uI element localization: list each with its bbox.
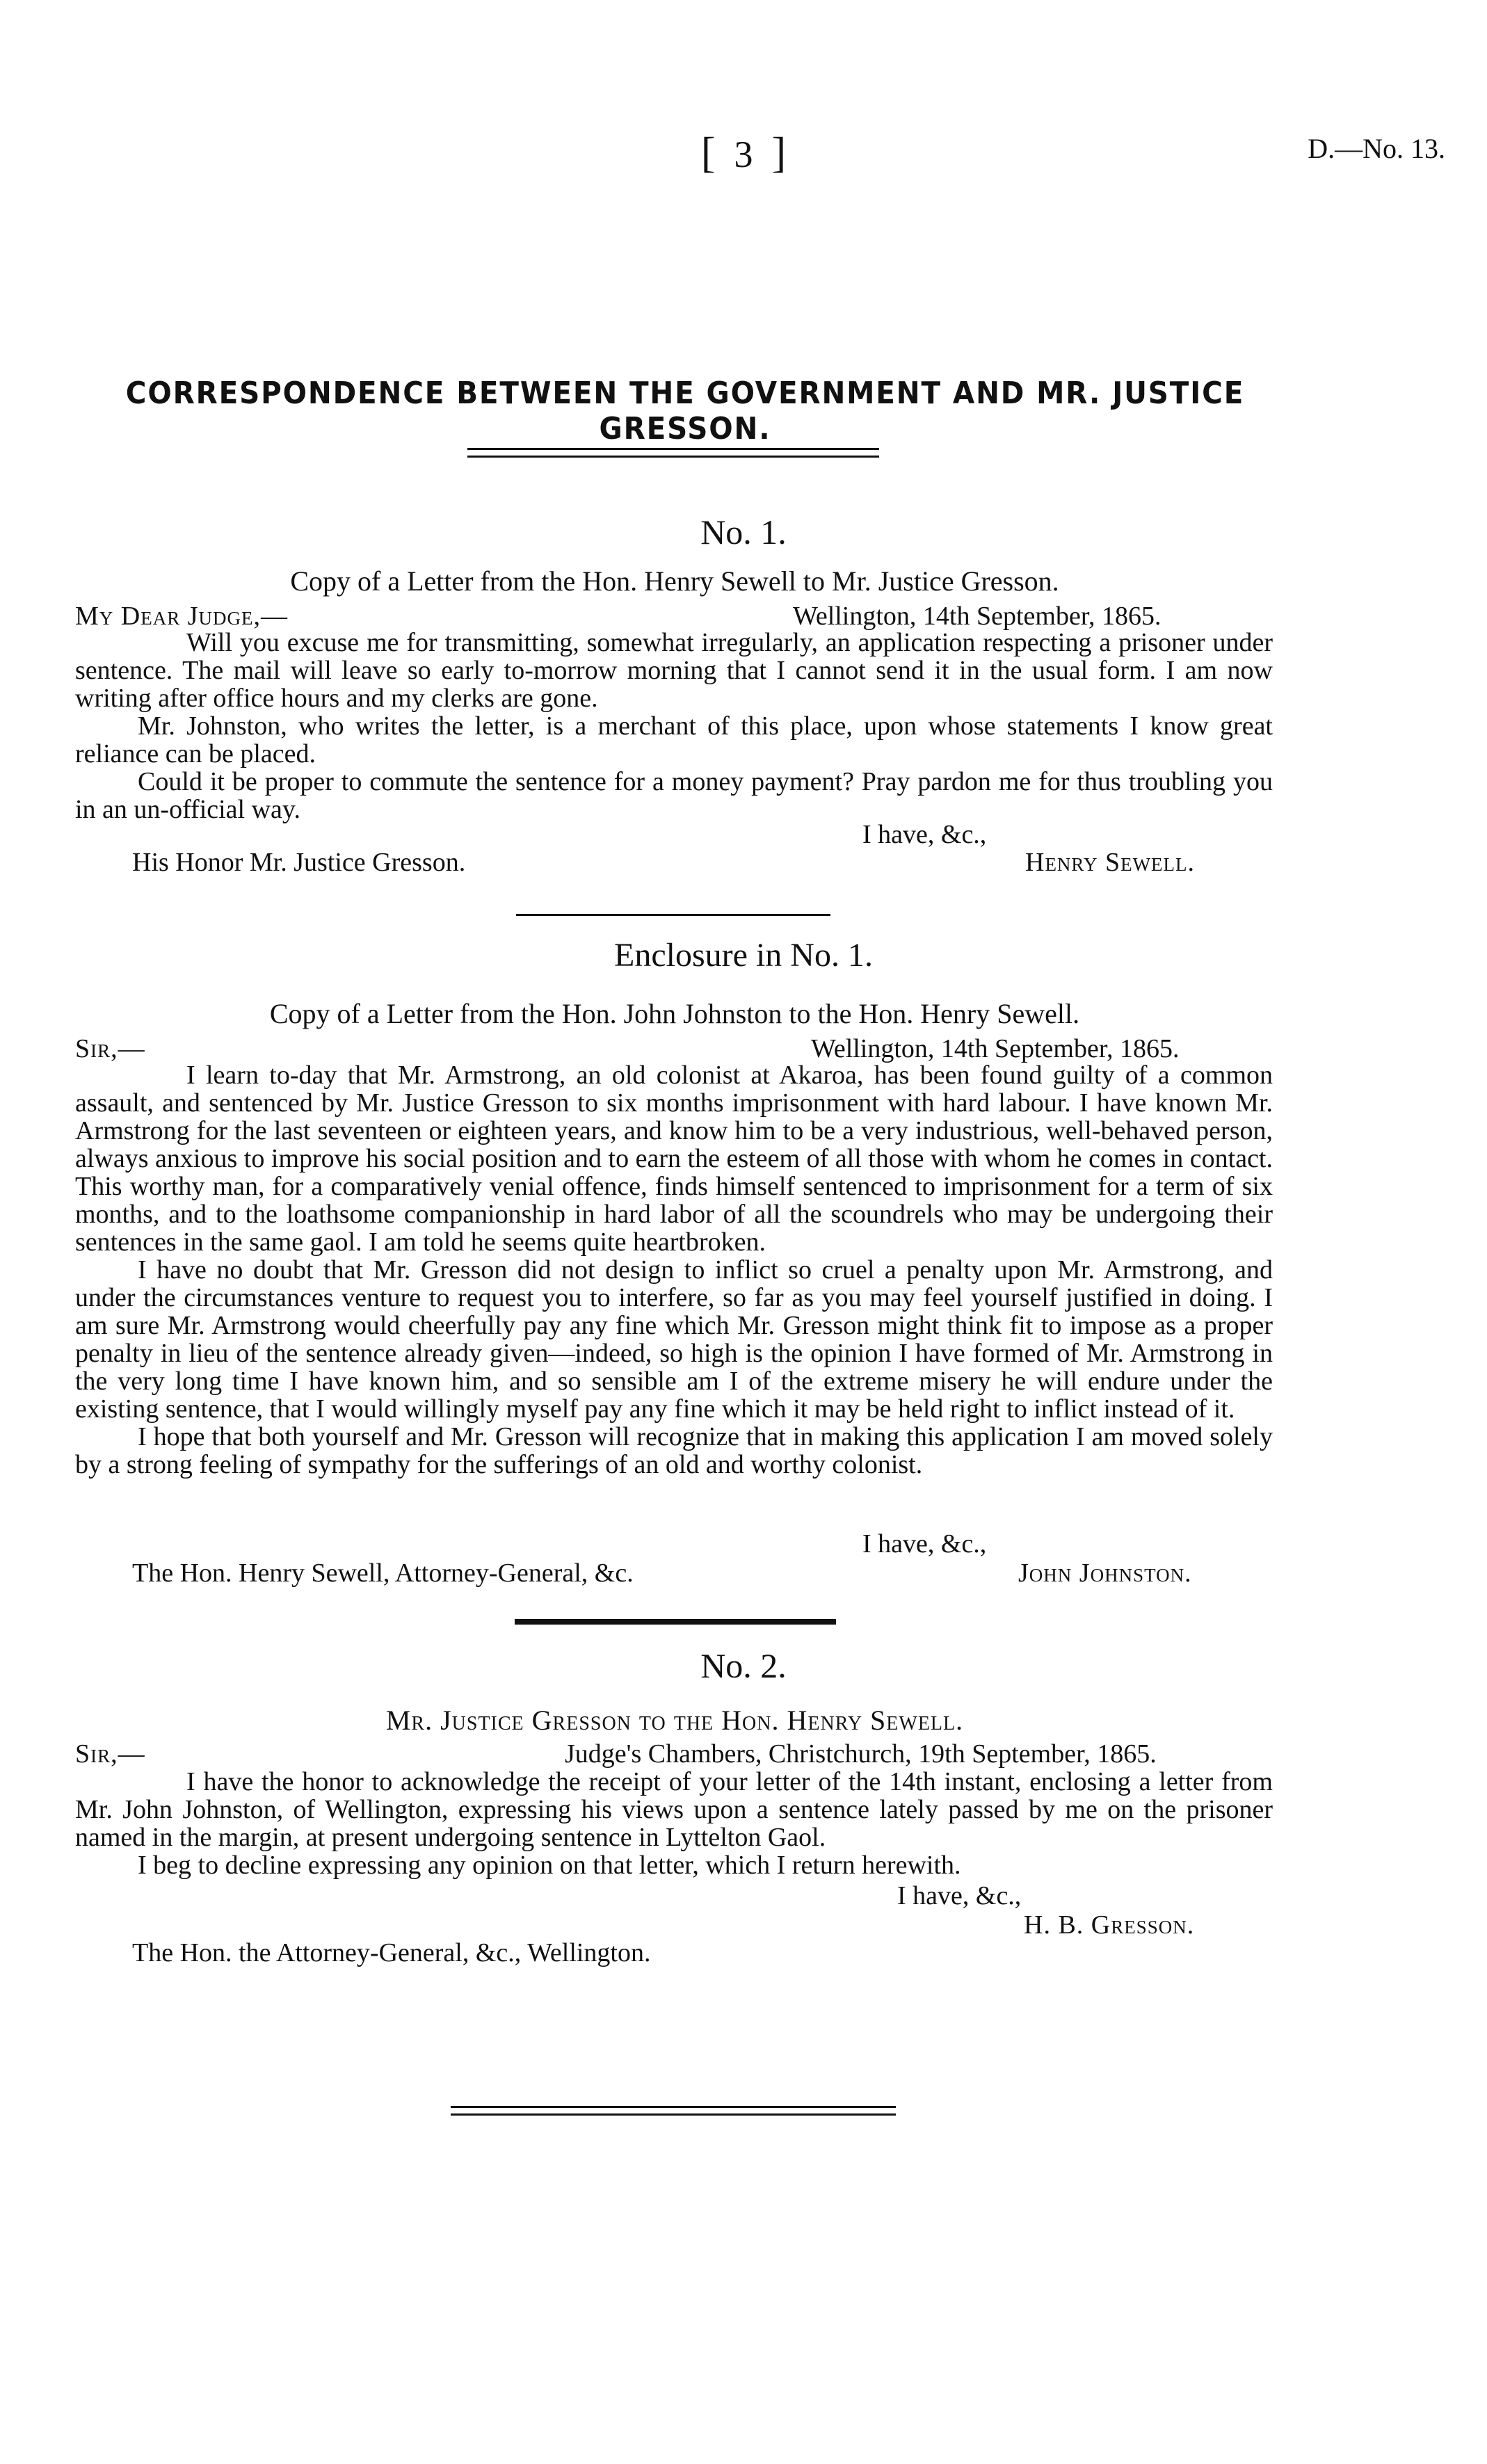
letter2-place-date: Judge's Chambers, Christchurch, 19th September, 1865. xyxy=(565,1739,1157,1769)
letter2-body xyxy=(75,1768,1273,1879)
letter2-signature: H. B. Gresson. xyxy=(1024,1910,1195,1940)
letter1-paragraph-2: Mr. Johnston, who writes the letter, is a merchant of this place, upon whose statements I know great reliance can be placed. xyxy=(75,711,1273,768)
enclosure1-subheading: Copy of a Letter from the Hon. John Johnston to the Hon. Henry Sewell. xyxy=(269,998,1080,1029)
section-divider-thick xyxy=(515,1619,836,1625)
enclosure1-closing: I have, &c., xyxy=(862,1529,987,1559)
enclosure1-paragraph-1: I learn to-day that Mr. Armstrong, an old colonist at Akaroa, has been found guilty of a common assault, and sentenced by Mr. Justice Gresson to six months imprisonment with hard labour. I have known Mr. Armstrong for the last seventeen or eighteen years, and know him to be a very industrious, well-behaved person, always anxious to improve his social position and to earn the esteem of all those with whom he comes in contact. This worthy man, for a comparatively venial offence, finds himself sentenced to imprisonment for a term of six months, and to the loathsome companionship in hard labor of all the scoundrels who may be undergoing their sentences in the same gaol. I am told he seems quite heartbroken. xyxy=(75,1061,1273,1257)
letter2-salutation: Sir,— xyxy=(75,1739,145,1769)
enclosure1-place-date: Wellington, 14th September, 1865. xyxy=(811,1034,1180,1063)
page-number: [ 3 ] xyxy=(700,129,787,177)
letter1-closing: I have, &c., xyxy=(862,820,987,849)
letter1-paragraph-1: Will you excuse me for transmitting, somewhat irregularly, an application respecting a prisoner under sentence. The mail will leave so early to-morrow morning that I cannot send it in the usual form. I am now writing after office hours and my clerks are gone. xyxy=(75,628,1273,713)
enclosure1-body xyxy=(75,1061,1273,1479)
letter1-addressee: His Honor Mr. Justice Gresson. xyxy=(132,848,466,877)
letter1-subheading: Copy of a Letter from the Hon. Henry Sewell to Mr. Justice Gresson. xyxy=(290,565,1059,597)
letter2-closing: I have, &c., xyxy=(897,1881,1022,1910)
page-title: CORRESPONDENCE BETWEEN THE GOVERNMENT AND MR. JUSTICE GRESSON. xyxy=(125,376,1245,446)
enclosure1-heading: Enclosure in No. 1. xyxy=(614,937,873,974)
letter1-place-date: Wellington, 14th September, 1865. xyxy=(793,602,1162,631)
title-divider xyxy=(467,448,879,458)
letter1-body xyxy=(75,629,1273,823)
section-divider xyxy=(516,914,830,916)
letter1-heading: No. 1. xyxy=(700,513,787,551)
closing-divider xyxy=(451,2106,896,2116)
letter2-paragraph-1: I have the honor to acknowledge the receipt of your letter of the 14th instant, enclosing a letter from Mr. John Johnston, of Wellington, expressing his views upon a sentence lately passed by me on the prisoner named in the margin, at present undergoing sentence in Lyttelton Gaol. xyxy=(75,1767,1273,1852)
letter2-paragraph-2: I beg to decline expressing any opinion on that letter, which I return herewith. xyxy=(138,1851,961,1880)
letter1-paragraph-3: Could it be proper to commute the sentence for a money payment? Pray pardon me for thus troubling you in an un-official way. xyxy=(75,767,1273,824)
enclosure1-paragraph-2: I have no doubt that Mr. Gresson did not design to inflict so cruel a penalty upon Mr. Armstrong, and under the circumstances venture to request you to interfere, so far as you may feel yourself justified in doing. I am sure Mr. Armstrong would cheerfully pay any fine which Mr. Gresson might think fit to impose as a proper penalty in lieu of the sentence already given—indeed, so high is the opinion I have formed of Mr. Armstrong in the very long time I have known him, and so sensible am I of the extreme misery he will endure under the existing sentence, that I would willingly myself pay any fine which it may be held right to inflict instead of it. xyxy=(75,1255,1273,1424)
letter2-subheading: Mr. Justice Gresson to the Hon. Henry Sewell. xyxy=(385,1705,964,1736)
enclosure1-paragraph-3: I hope that both yourself and Mr. Gresson will recognize that in making this application I am moved solely by a strong feeling of sympathy for the sufferings of an old and worthy colonist. xyxy=(75,1422,1273,1479)
letter1-salutation: My Dear Judge,— xyxy=(75,602,289,631)
letter2-heading: No. 2. xyxy=(700,1646,787,1685)
letter2-addressee: The Hon. the Attorney-General, &c., Wellington. xyxy=(132,1938,651,1967)
enclosure1-addressee: The Hon. Henry Sewell, Attorney-General, &c. xyxy=(132,1559,634,1588)
enclosure1-signature: John Johnston. xyxy=(1018,1559,1192,1588)
letter1-signature: Henry Sewell. xyxy=(1025,848,1196,877)
page-number-value: 3 xyxy=(734,134,753,175)
enclosure1-salutation: Sir,— xyxy=(75,1034,145,1063)
document-reference: D.—No. 13. xyxy=(1308,133,1445,164)
